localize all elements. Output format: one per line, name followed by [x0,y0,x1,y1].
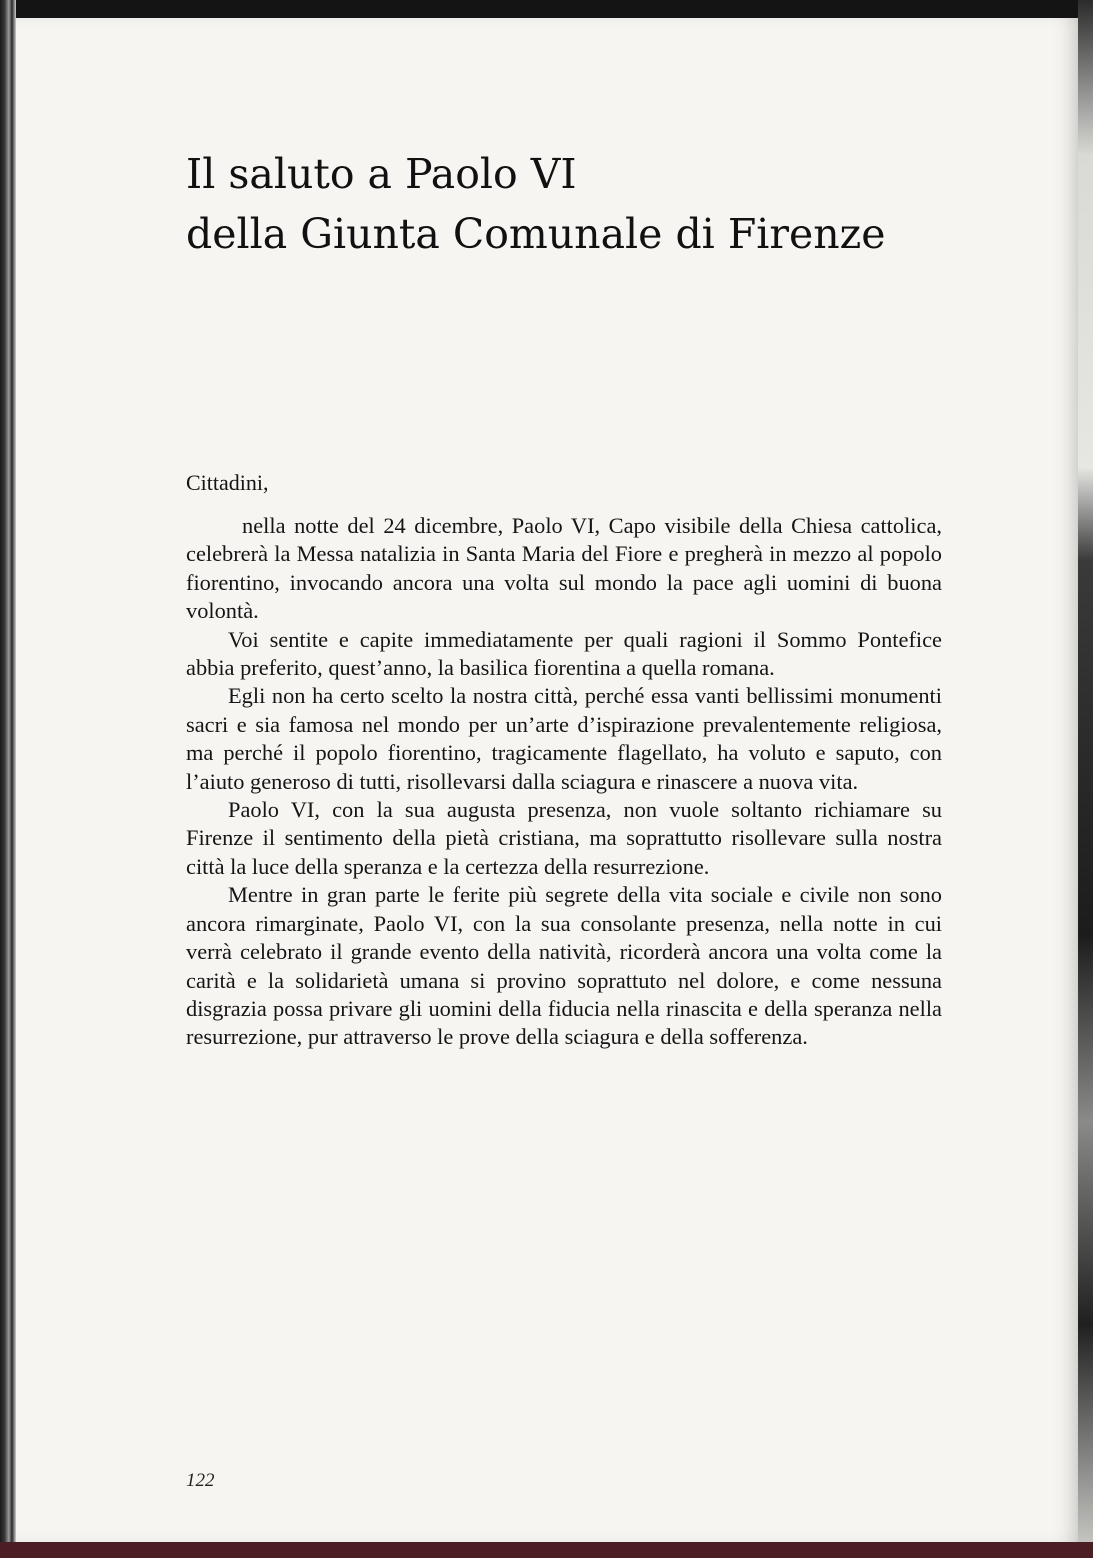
title-line-2: della Giunta Comunale di Firenze [186,210,886,258]
paragraph: Voi sentite e capite immediatamente per quali ragioni il Sommo Pontefice abbia preferito, quest’anno, la basilica fiorentina a quella romana. [186,626,942,681]
binding-edge [0,1542,1093,1558]
facing-page-edge [1078,0,1093,1558]
paragraph: nella notte del 24 dicembre, Paolo VI, Capo visibile della Chiesa cattolica, celebrerà la Messa natalizia in Santa Maria del Fiore e pregherà in mezzo al popolo fiorentino, invocando ancora una volta sul mondo la pace agli uomini di buona volontà. [186,513,942,624]
title-line-1: Il saluto a Paolo VI [186,150,577,198]
body-text [186,512,942,1052]
page-title [186,144,946,264]
page-number: 122 [186,1470,215,1491]
paragraph: Mentre in gran parte le ferite più segrete della vita sociale e civile non sono ancora rimarginate, Paolo VI, con la sua consolante presenza, nella notte in cui verrà celebrato il grande evento della natività, ricorderà ancora una volta come la carità e la solidarietà umana si provino soprattuto nel dolore, e come nessuna disgrazia possa privare gli uomini della fiducia nella rinascita e della speranza nella resurrezione, pur attraverso le prove della sciagura e della sofferenza. [186,882,942,1050]
paragraph: Egli non ha certo scelto la nostra città, perché essa vanti bellissimi monumenti sacri e sia famosa nel mondo per un’arte d’ispirazione prevalentemente religiosa, ma perché il popolo fiorentino, tragicamente flagellato, ha voluto e saputo, con l’aiuto generoso di tutti, risollevarsi dalla sciagura e rinascere a nuova vita. [186,683,942,794]
book-spine-edge [0,0,16,1558]
paragraph: Paolo VI, con la sua augusta presenza, non vuole soltanto richiamare su Firenze il sentimento della pietà cristiana, ma soprattutto risollevare sulla nostra città la luce della speranza e la certezza della resurrezione. [186,797,942,879]
salutation: Cittadini, [186,470,269,495]
